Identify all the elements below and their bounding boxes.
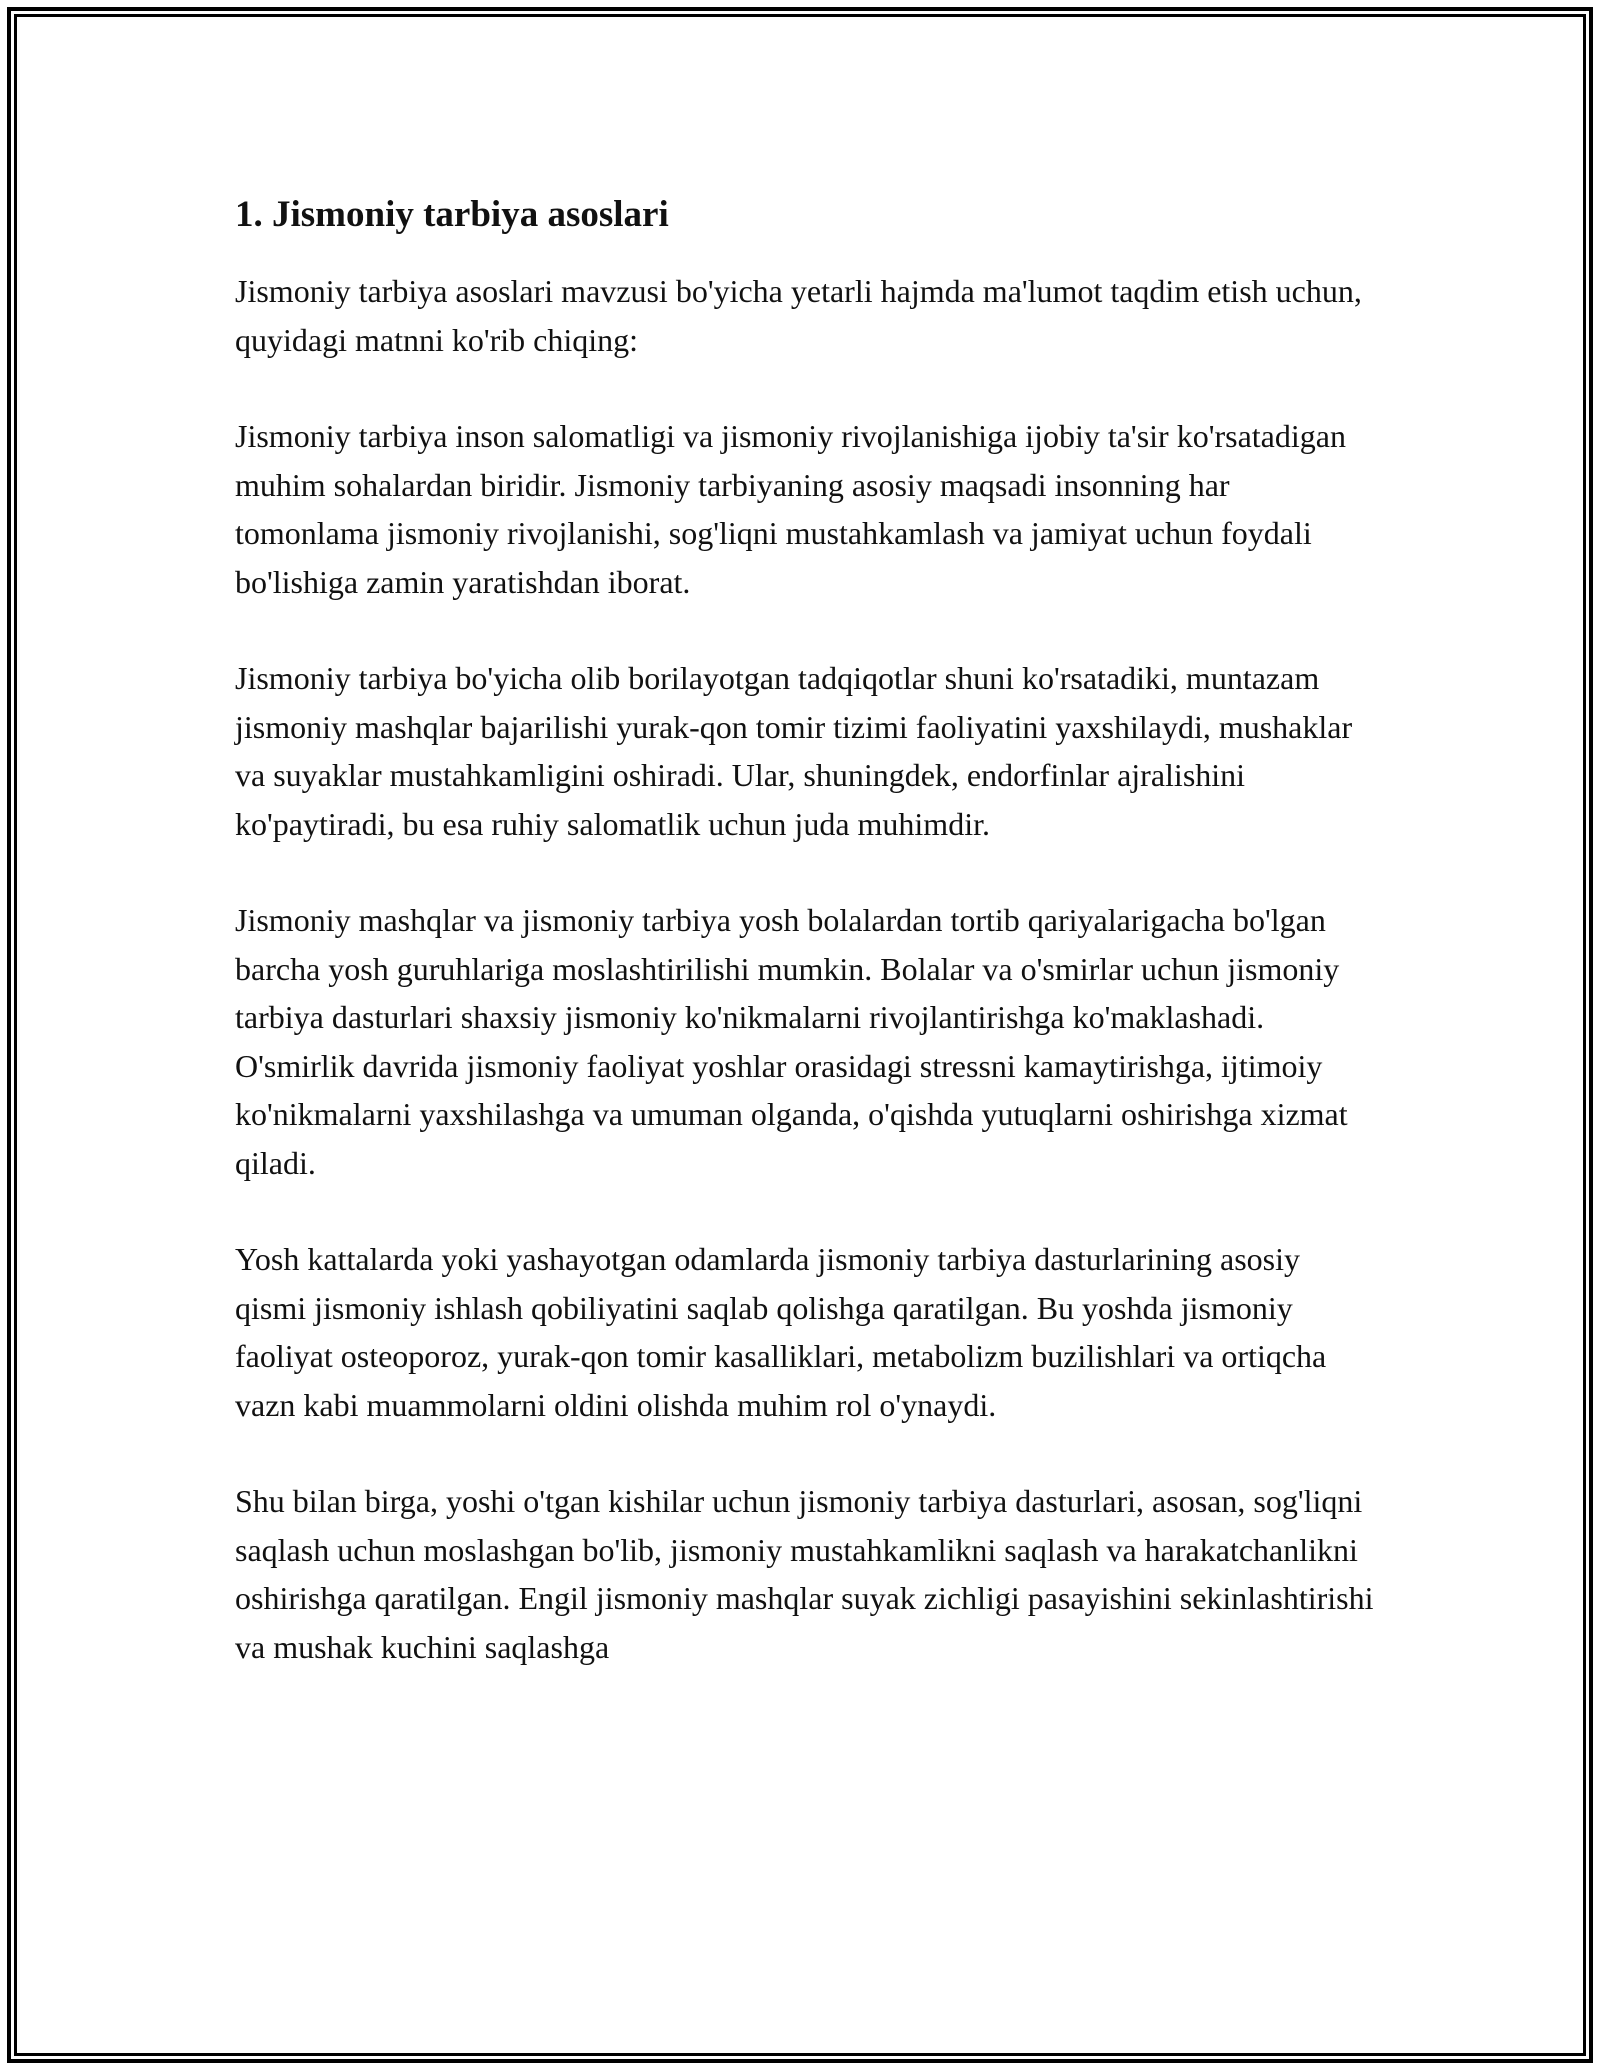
paragraph-young-adults: Yosh kattalarda yoki yashayotgan odamlarda jismoniy tarbiya dasturlarining asosiy qismi jismoniy ishlash qobiliyatini saqlab qolishga qaratilgan. Bu yoshda jismoniy faoliyat osteoporoz, yurak-qon tomir kasalliklari, metabolizm buzilishlari va ortiqcha vazn kabi muammolarni oldini olishda muhim rol o'ynaydi. — [235, 1241, 1327, 1423]
paragraph-intro: Jismoniy tarbiya asoslari mavzusi bo'yicha yetarli hajmda ma'lumot taqdim etish uchun, quyidagi matnni ko'rib chiqing: — [235, 273, 1362, 358]
document-body — [235, 190, 1375, 1719]
paragraph-definition: Jismoniy tarbiya inson salomatligi va jismoniy rivojlanishiga ijobiy ta'sir ko'rsatadigan muhim sohalardan biridir. Jismoniy tarbiyaning asosiy maqsadi insonning har tomonlama jismoniy rivojlanishi, sog'liqni mustahkamlash va jamiyat uchun foydali bo'lishiga zamin yaratishdan iborat. — [235, 418, 1346, 600]
paragraph-research: Jismoniy tarbiya bo'yicha olib borilayotgan tadqiqotlar shuni ko'rsatadiki, muntazam jismoniy mashqlar bajarilishi yurak-qon tomir tizimi faoliyatini yaxshilaydi, mushaklar va suyaklar mustahkamligini oshiradi. Ular, shuningdek, endorfinlar ajralishini ko'paytiradi, bu esa ruhiy salomatlik uchun juda muhimdir. — [235, 660, 1353, 842]
document-title: 1. Jismoniy tarbiya asoslari — [235, 194, 669, 235]
paragraph-elderly: Shu bilan birga, yoshi o'tgan kishilar uchun jismoniy tarbiya dasturlari, asosan, sog'liqni saqlash uchun moslashgan bo'lib, jismoniy mustahkamlikni saqlash va harakatchanlikni oshirishga qaratilgan. Engil jismoniy mashqlar suyak zichligi pasayishini sekinlashtirishi va mushak kuchini saqlashga — [235, 1483, 1374, 1665]
paragraph-age-groups: Jismoniy mashqlar va jismoniy tarbiya yosh bolalardan tortib qariyalarigacha bo'lgan barcha yosh guruhlariga moslashtirilishi mumkin. Bolalar va o'smirlar uchun jismoniy tarbiya dasturlari shaxsiy jismoniy ko'nikmalarni rivojlantirishga ko'maklashadi. O'smirlik davrida jismoniy faoliyat yoshlar orasidagi stressni kamaytirishga, ijtimoiy ko'nikmalarni yaxshilashga va umuman olganda, o'qishda yutuqlarni oshirishga xizmat qiladi. — [235, 902, 1348, 1181]
